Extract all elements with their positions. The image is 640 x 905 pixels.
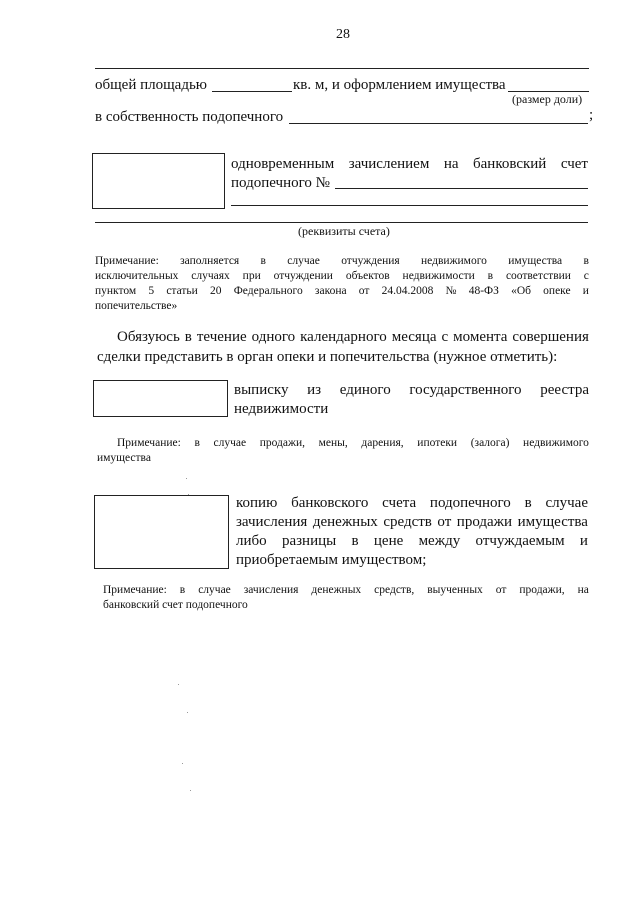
note3-line1: Примечание: в случае зачисления денежных средств, выученных от продажи, на [103,584,589,596]
note1-line4: попечительстве» [95,300,178,312]
ward-account-label: подопечного № [231,175,330,191]
scan-speck [186,478,187,479]
note1-line3: пунктом 5 статьи 20 Федерального закона от 24.04.2008 № 48-ФЗ «Об опеке и [95,285,589,297]
top-rule [95,68,589,69]
obligation-line2: сделки представить в орган опеки и попечительства (нужное отметить): [97,349,558,365]
account-line-2[interactable] [231,205,588,206]
bank-statement-checkbox[interactable] [94,495,229,569]
note3-line2: банковский счет подопечного [103,599,248,611]
account-number-blank[interactable] [335,188,588,189]
extract-line1: выписку из единого государственного реестра [234,382,589,398]
extract-checkbox[interactable] [93,380,228,417]
note2-line1: Примечание: в случае продажи, мены, дарения, ипотеки (залога) недвижимого [117,437,589,449]
page-number: 28 [336,27,350,42]
scan-speck [188,494,189,495]
extract-line2: недвижимости [234,401,329,417]
obligation-line1: Обязуюсь в течение одного календарного месяца с момента совершения [117,329,589,345]
area-blank[interactable] [212,91,292,92]
note1-line1: Примечание: заполняется в случае отчуждения недвижимого имущества в [95,255,589,267]
bank-option-line1: одновременным зачислением на банковский счет [231,156,588,172]
scan-speck [178,684,179,685]
ownership-blank[interactable] [289,123,588,124]
account-line-3[interactable] [95,222,588,223]
note1-line2: исключительных случаях при отчуждении объектов недвижимости в соответствии с [95,270,589,282]
ownership-label: в собственность подопечного [95,109,284,125]
ownership-semicolon: ; [589,107,594,123]
area-label: общей площадью [95,77,208,93]
copy-line2: зачисления денежных средств от продажи имущества [236,514,588,530]
copy-line3: либо разницы в цене между отчуждаемым и [236,533,588,549]
share-caption: (размер доли) [512,92,583,106]
bank-account-checkbox[interactable] [92,153,225,209]
note2-line2: имущества [97,452,151,464]
copy-line1: копию банковского счета подопечного в случае [236,495,588,511]
scan-speck [187,712,188,713]
scan-speck [182,763,183,764]
copy-line4: приобретаемым имуществом; [236,552,427,568]
account-caption: (реквизиты счета) [298,224,390,238]
scan-speck [190,790,191,791]
property-registration-label: кв. м, и оформлением имущества [293,77,506,93]
